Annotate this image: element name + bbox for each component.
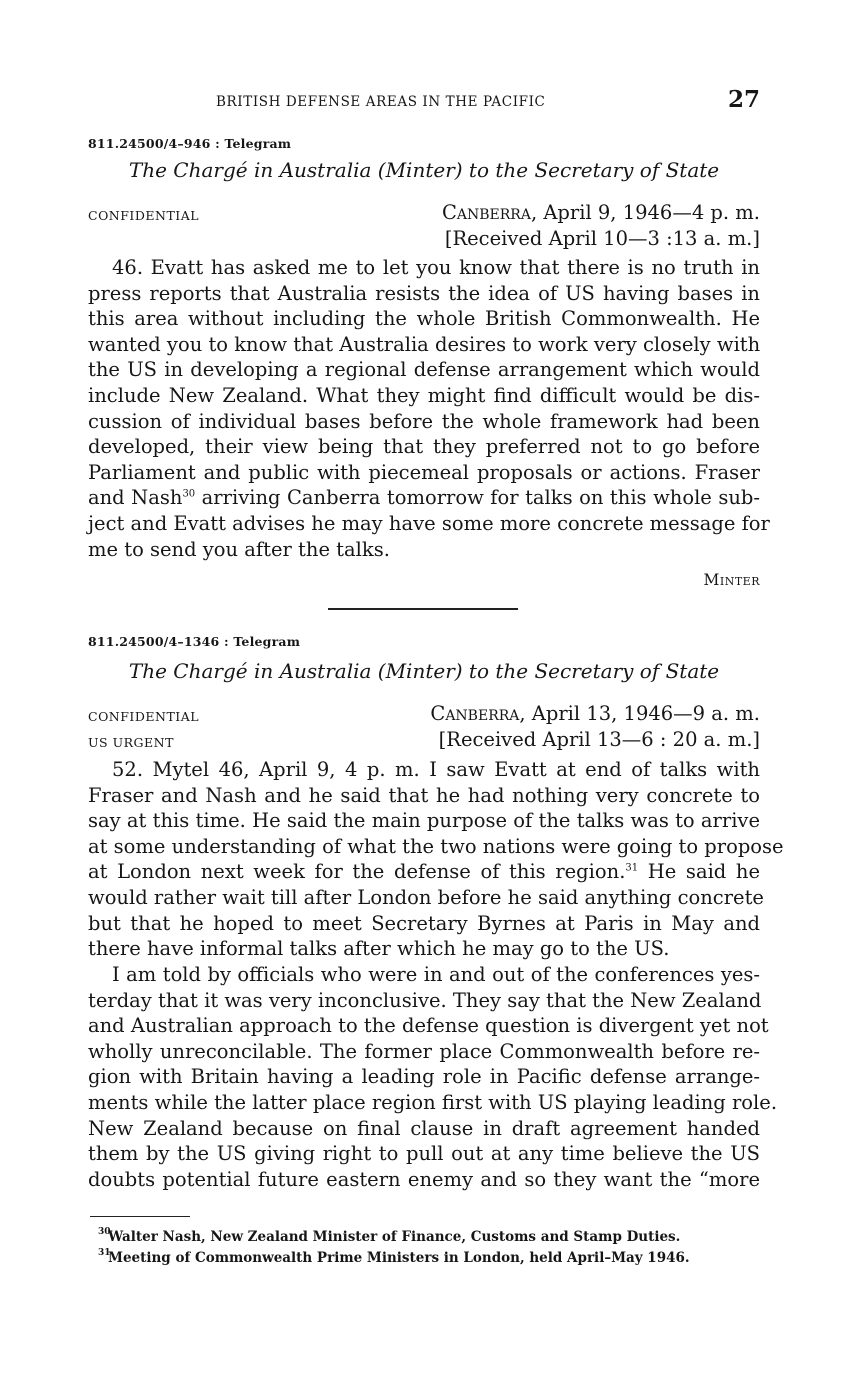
body-line: but that he hoped to meet Secretary Byrnes at Paris in May and bbox=[88, 911, 760, 935]
footnote-ref-31: 31 bbox=[625, 862, 639, 874]
file-reference-1: 811.24500/4–946 : Telegram bbox=[88, 136, 292, 151]
classification-2: CONFIDENTIAL bbox=[88, 709, 200, 724]
body-line: developed, their view being that they preferred not to go before bbox=[88, 435, 760, 459]
body-line: wanted you to know that Australia desires to work very closely with bbox=[88, 332, 761, 356]
message-body-1 bbox=[88, 255, 770, 562]
body-line: gion with Britain having a leading role in Pacific defense arrange- bbox=[88, 1065, 760, 1089]
body-text: and Nash bbox=[88, 486, 183, 510]
body-line: me to send you after the talks. bbox=[88, 537, 390, 561]
body-line: ments while the latter place region first with US playing leading role. bbox=[88, 1090, 778, 1114]
page-number: 27 bbox=[727, 86, 760, 113]
body-line: wholly unreconcilable. The former place Commonwealth before re- bbox=[88, 1039, 760, 1063]
dateline-place-1: Canberra bbox=[441, 201, 531, 224]
body-line: at some understanding of what the two nations were going to propose bbox=[88, 834, 784, 858]
priority-2: US URGENT bbox=[88, 735, 174, 750]
body-line: terday that it was very inconclusive. They say that the New Zealand bbox=[88, 988, 762, 1012]
classification-1: CONFIDENTIAL bbox=[88, 208, 200, 223]
dateline-date-2: , April 13, 1946—9 a. m. bbox=[519, 702, 760, 725]
document-title-2: The Chargé in Australia (Minter) to the Secretary of State bbox=[128, 659, 720, 683]
section-divider bbox=[328, 608, 518, 610]
body-line: press reports that Australia resists the idea of US having bases in bbox=[88, 281, 760, 305]
footnote-mark: 30 bbox=[98, 1227, 111, 1237]
running-title: BRITISH DEFENSE AREAS IN THE PACIFIC bbox=[216, 94, 546, 110]
signature-1: Minter bbox=[703, 571, 760, 589]
footnote-30 bbox=[98, 1227, 681, 1245]
body-line-with-footnote bbox=[88, 485, 760, 511]
received-1: [Received April 10—3 :13 a. m.] bbox=[444, 227, 760, 250]
footnote-rule bbox=[90, 1216, 190, 1217]
body-line: say at this time. He said the main purpose of the talks was to arrive bbox=[88, 809, 760, 833]
body-line: I am told by officials who were in and out of the conferences yes- bbox=[112, 963, 760, 986]
body-line: 46. Evatt has asked me to let you know that there is no truth in bbox=[112, 256, 760, 279]
body-line: this area without including the whole British Commonwealth. He bbox=[88, 307, 760, 331]
dateline-1 bbox=[442, 201, 760, 224]
received-2: [Received April 13—6 : 20 a. m.] bbox=[438, 728, 760, 751]
body-line: New Zealand because on final clause in draft agreement handed bbox=[88, 1116, 760, 1140]
message-body-2-para-2 bbox=[88, 962, 778, 1192]
body-line: cussion of individual bases before the whole framework had been bbox=[88, 409, 760, 433]
dateline-date-1: , April 9, 1946—4 p. m. bbox=[530, 201, 760, 224]
body-line: there have informal talks after which he may go to the US. bbox=[88, 937, 670, 961]
footnote-ref-30: 30 bbox=[182, 488, 196, 500]
document-title-1: The Chargé in Australia (Minter) to the Secretary of State bbox=[128, 158, 720, 182]
body-line: include New Zealand. What they might find difficult would be dis- bbox=[88, 383, 760, 407]
body-line: them by the US giving right to pull out at any time believe the US bbox=[88, 1142, 760, 1166]
footnote-text: Meeting of Commonwealth Prime Ministers in London, held April–May 1946. bbox=[108, 1250, 690, 1266]
body-line: the US in developing a regional defense arrangement which would bbox=[88, 358, 760, 382]
dateline-2 bbox=[430, 702, 760, 725]
running-head bbox=[88, 86, 760, 116]
body-text: arriving Canberra tomorrow for talks on this whole sub- bbox=[195, 486, 760, 510]
body-line: and Australian approach to the defense question is divergent yet not bbox=[88, 1014, 769, 1038]
message-body-2-para-1 bbox=[88, 757, 784, 962]
body-line: would rather wait till after London before he said anything concrete bbox=[88, 885, 764, 909]
footnote-text: Walter Nash, New Zealand Minister of Finance, Customs and Stamp Duties. bbox=[108, 1229, 681, 1245]
body-line: doubts potential future eastern enemy and so they want the “more bbox=[88, 1167, 760, 1191]
body-line-with-footnote bbox=[88, 859, 760, 885]
body-line: Parliament and public with piecemeal proposals or actions. Fraser bbox=[88, 460, 760, 484]
body-line: ject and Evatt advises he may have some more concrete message for bbox=[88, 511, 770, 535]
footnote-mark: 31 bbox=[98, 1248, 111, 1258]
file-reference-2: 811.24500/4–1346 : Telegram bbox=[88, 634, 301, 649]
body-line: Fraser and Nash and he said that he had nothing very concrete to bbox=[88, 783, 760, 807]
body-text: at London next week for the defense of this region. bbox=[88, 860, 626, 884]
dateline-place-2: Canberra bbox=[430, 702, 520, 725]
body-line: 52. Mytel 46, April 9, 4 p. m. I saw Evatt at end of talks with bbox=[112, 758, 760, 781]
body-text: He said he bbox=[638, 860, 761, 884]
footnote-31 bbox=[98, 1248, 690, 1266]
